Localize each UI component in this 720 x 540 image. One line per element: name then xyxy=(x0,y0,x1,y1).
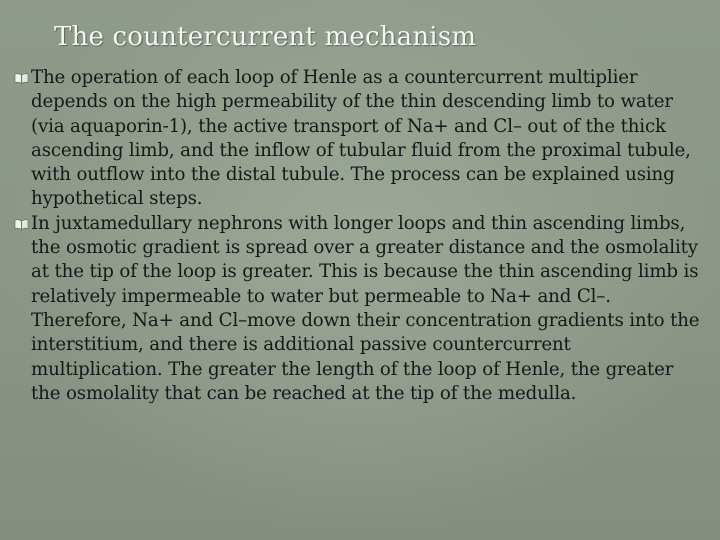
bullet-item xyxy=(14,212,704,406)
bullet-list xyxy=(14,66,704,406)
book-bullet-icon xyxy=(14,218,29,230)
bullet-text: The operation of each loop of Henle as a countercurrent multiplier depends on the high permeability of the thin descending limb to water (via aquaporin-1), the active transport of Na+ and Cl– out of the thick ascending limb, and the inflow of tubular fluid from the proximal tubule, with outflow into the distal tubule. The process can be explained using hypothetical steps. xyxy=(31,67,691,210)
bullet-text: In juxtamedullary nephrons with longer loops and thin ascending limbs, the osmotic gradient is spread over a greater distance and the osmolality at the tip of the loop is greater. This is because the thin ascending limb is relatively impermeable to water but permeable to Na+ and Cl–. Therefore, Na+ and Cl–move down their concentration gradients into the interstitium, and there is additional passive countercurrent multiplication. The greater the length of the loop of Henle, the greater the osmolality that can be reached at the tip of the medulla. xyxy=(31,212,700,404)
slide-title: The countercurrent mechanism xyxy=(54,22,477,52)
book-bullet-icon xyxy=(14,72,29,84)
bullet-item xyxy=(14,66,704,212)
